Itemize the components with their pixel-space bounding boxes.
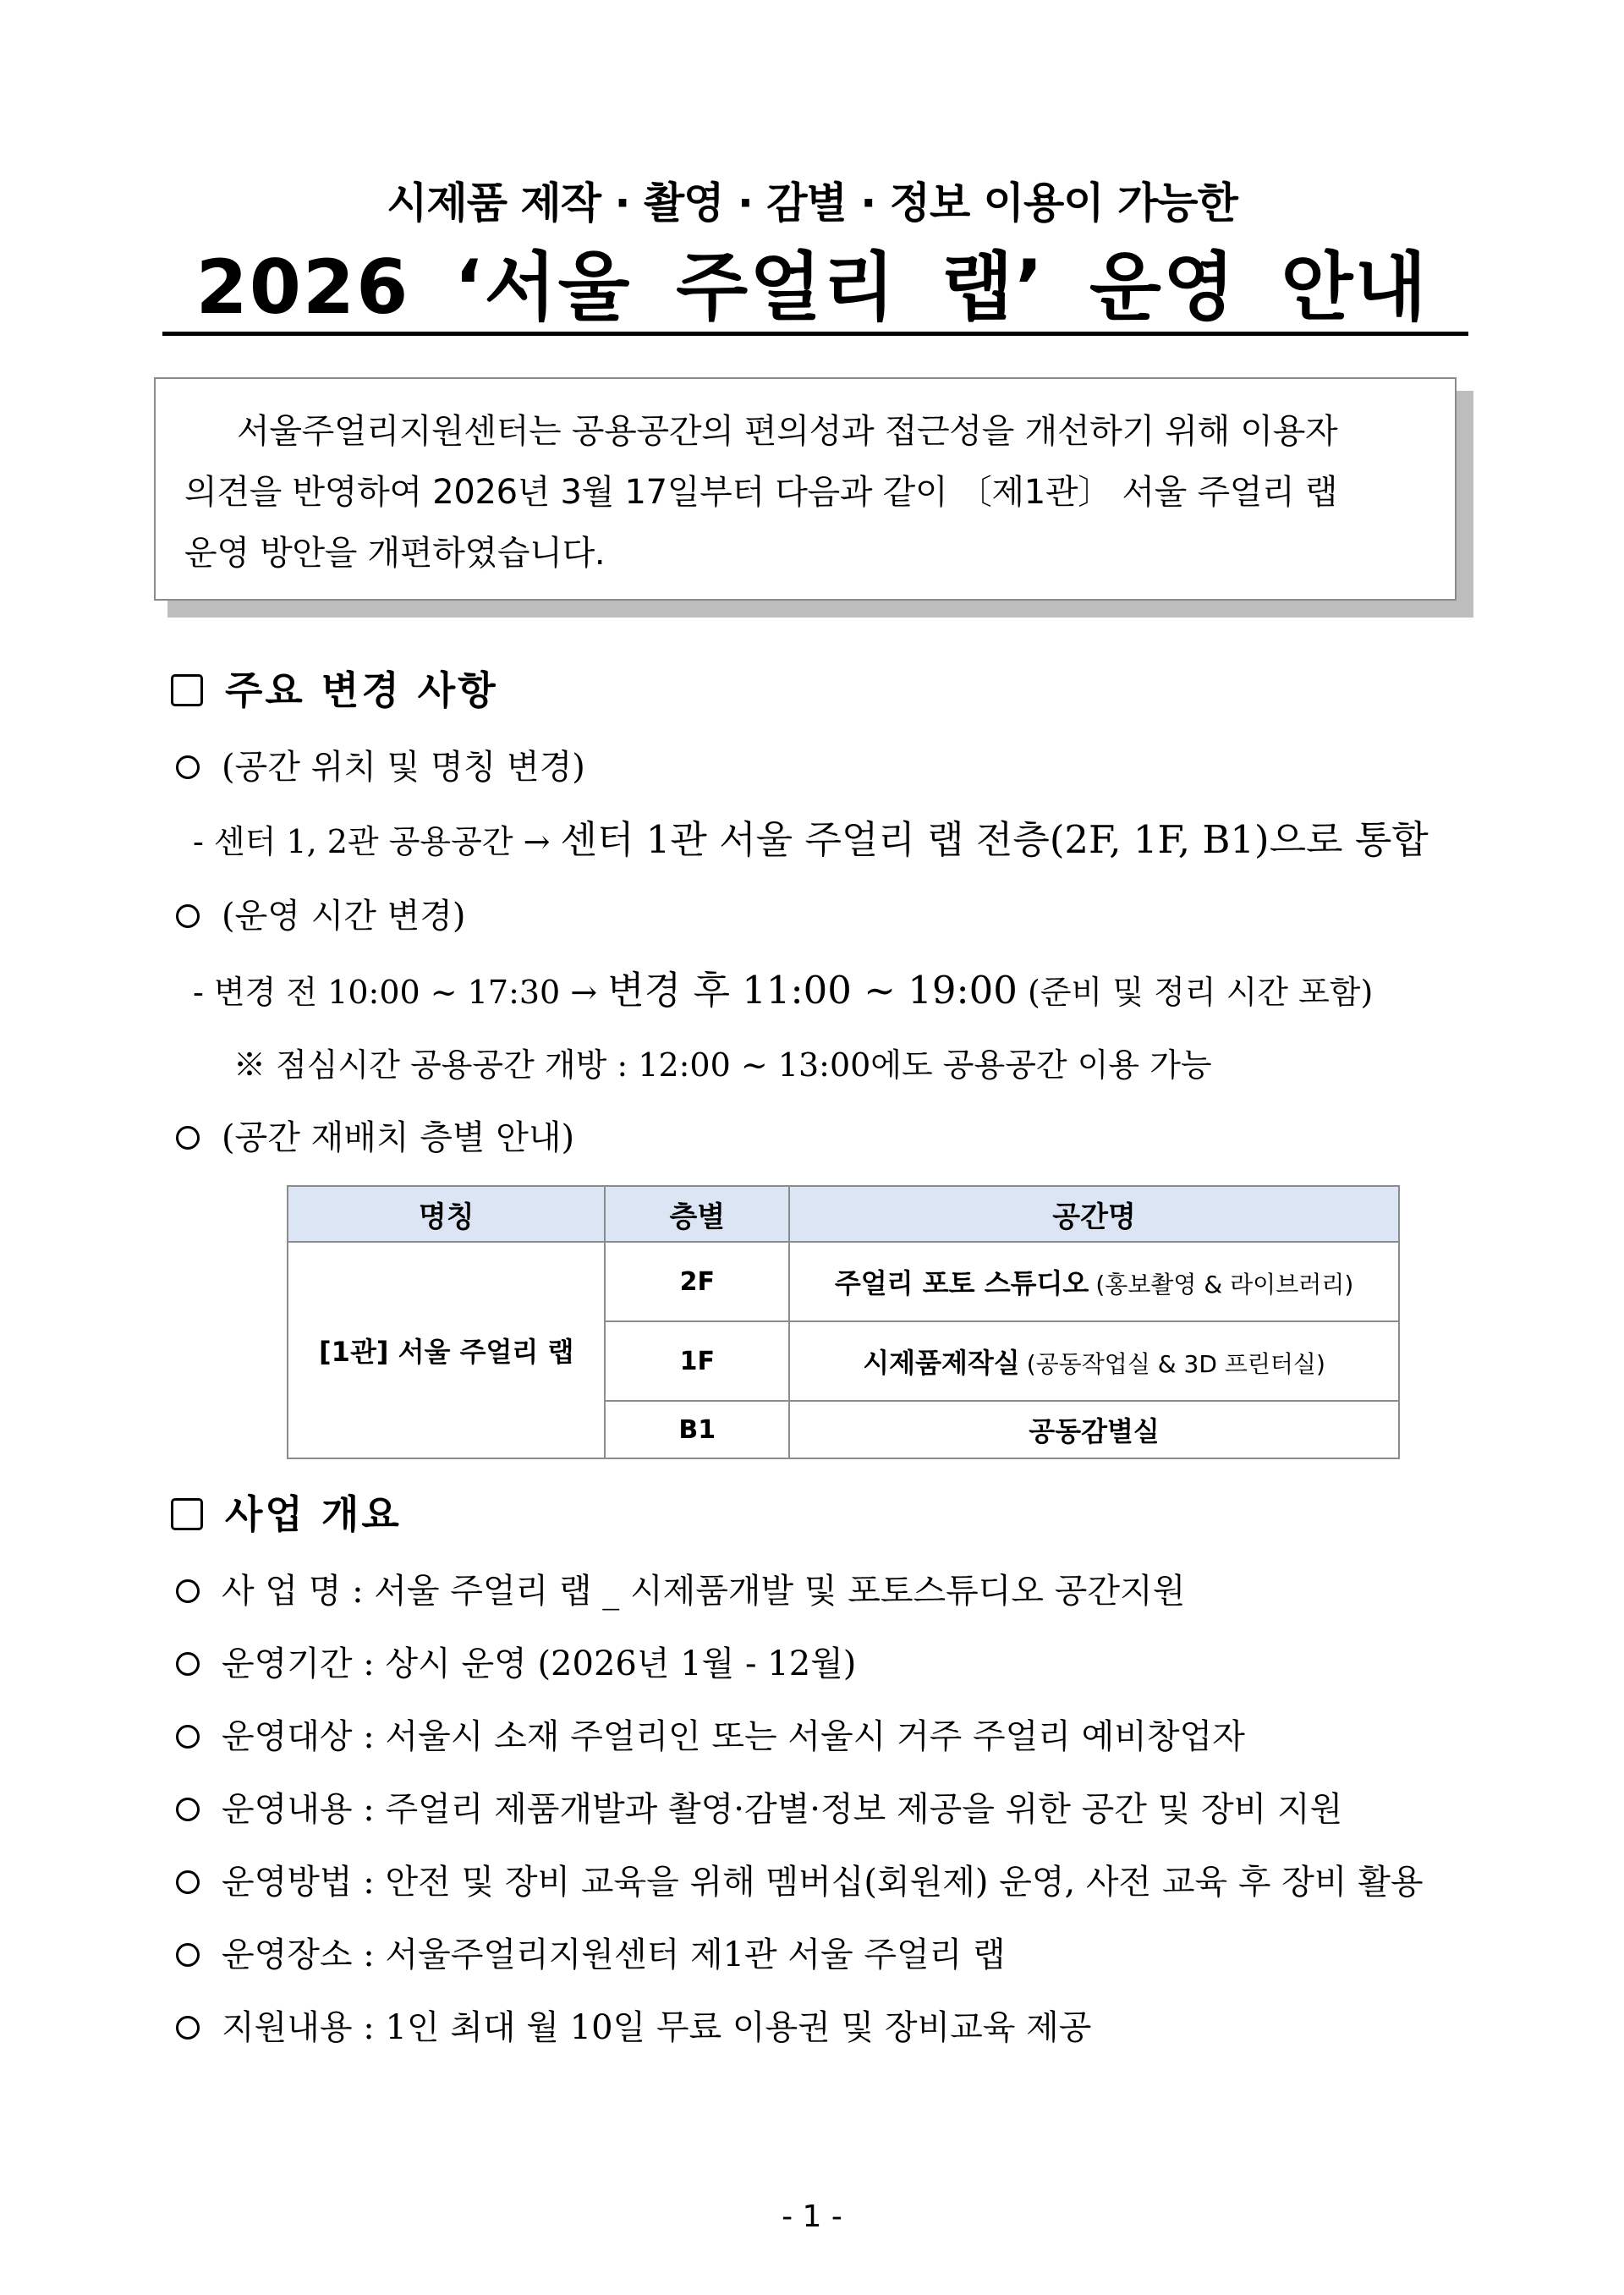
overview-text: 운영대상 : 서울시 소재 주얼리인 또는 서울시 거주 주얼리 예비창업자 bbox=[222, 1717, 1245, 1756]
lunch-note-text: ※ 점심시간 공용공간 개방 : 12:00 ~ 13:00에도 공용공간 이용 가능 bbox=[233, 1046, 1212, 1084]
overview-text: 운영기간 : 상시 운영 (2026년 1월 - 12월) bbox=[222, 1644, 857, 1683]
detail-prefix: - 센터 1, 2관 공용공간 → bbox=[193, 823, 561, 860]
overview-text: 운영내용 : 주얼리 제품개발과 촬영·감별·정보 제공을 위한 공간 및 장비 지원 bbox=[222, 1790, 1343, 1829]
table-cell-building: [1관] 서울 주얼리 랩 bbox=[288, 1242, 605, 1458]
intro-line-1: 서울주얼리지원센터는 공용공간의 편의성과 접근성을 개선하기 위해 이용자 bbox=[237, 412, 1338, 451]
table-cell-floor: B1 bbox=[605, 1401, 789, 1458]
overview-text: 지원내용 : 1인 최대 월 10일 무료 이용권 및 장비교육 제공 bbox=[222, 2008, 1092, 2047]
section-header-overview bbox=[171, 1491, 402, 1538]
checkbox-icon bbox=[171, 1498, 203, 1530]
bullet-label: (공간 위치 및 명칭 변경) bbox=[222, 748, 585, 787]
floor-table bbox=[287, 1185, 1400, 1459]
table-cell-space bbox=[789, 1321, 1399, 1401]
bullet-item-floors bbox=[176, 1115, 574, 1161]
overview-item-location bbox=[176, 1932, 1006, 1978]
circle-bullet-icon bbox=[176, 1579, 200, 1603]
table-row bbox=[288, 1242, 1399, 1321]
page-number: - 1 - bbox=[782, 2199, 842, 2234]
document-title: 2026 ‘서울 주얼리 랩’ 운영 안내 bbox=[195, 244, 1429, 331]
section-header-changes bbox=[171, 667, 498, 714]
table-header-row bbox=[288, 1186, 1399, 1242]
section-header-label: 주요 변경 사항 bbox=[225, 667, 498, 713]
detail-line-location bbox=[193, 817, 1429, 865]
table-header-floor: 층별 bbox=[605, 1186, 789, 1242]
overview-item-period bbox=[176, 1641, 856, 1687]
overview-text: 사 업 명 : 서울 주얼리 랩 _ 시제품개발 및 포토스튜디오 공간지원 bbox=[222, 1572, 1186, 1611]
circle-bullet-icon bbox=[176, 1725, 200, 1749]
bullet-label: (공간 재배치 층별 안내) bbox=[222, 1118, 575, 1157]
document-subtitle: 시제품 제작 · 촬영 · 감별 · 정보 이용이 가능한 bbox=[387, 178, 1237, 228]
detail-prefix: - 변경 전 10:00 ~ 17:30 → bbox=[193, 974, 608, 1011]
bullet-item-location bbox=[176, 744, 585, 790]
table-header-name: 명칭 bbox=[288, 1186, 605, 1242]
space-note: (홍보촬영 & 라이브러리) bbox=[1095, 1271, 1354, 1298]
space-name: 공동감별실 bbox=[1029, 1415, 1160, 1447]
table-cell-floor: 2F bbox=[605, 1242, 789, 1321]
space-name: 주얼리 포토 스튜디오 bbox=[834, 1267, 1089, 1299]
table-cell-floor: 1F bbox=[605, 1321, 789, 1401]
overview-item-support bbox=[176, 2005, 1091, 2051]
intro-box bbox=[154, 377, 1457, 601]
bullet-item-hours bbox=[176, 893, 465, 939]
overview-text: 운영방법 : 안전 및 장비 교육을 위해 멤버십(회원제) 운영, 사전 교육 후 장비 활용 bbox=[222, 1863, 1424, 1902]
checkbox-icon bbox=[171, 674, 203, 706]
overview-item-method bbox=[176, 1859, 1424, 1905]
overview-item-content bbox=[176, 1787, 1342, 1832]
title-underline bbox=[162, 332, 1468, 336]
circle-bullet-icon bbox=[176, 904, 200, 928]
circle-bullet-icon bbox=[176, 2016, 200, 2040]
circle-bullet-icon bbox=[176, 755, 200, 779]
detail-suffix: (준비 및 정리 시간 포함) bbox=[1017, 974, 1374, 1011]
detail-emphasis: 변경 후 11:00 ~ 19:00 bbox=[607, 968, 1018, 1013]
lunch-note bbox=[233, 1042, 1212, 1088]
space-note: (공동작업실 & 3D 프린터실) bbox=[1026, 1350, 1325, 1378]
overview-item-target bbox=[176, 1714, 1245, 1760]
intro-line-2: 의견을 반영하여 2026년 3월 17일부터 다음과 같이 〔제1관〕 서울 주얼리 랩 bbox=[184, 473, 1338, 512]
table-header-space: 공간명 bbox=[789, 1186, 1399, 1242]
circle-bullet-icon bbox=[176, 1798, 200, 1821]
circle-bullet-icon bbox=[176, 1126, 200, 1150]
bullet-label: (운영 시간 변경) bbox=[222, 897, 466, 936]
section-header-label: 사업 개요 bbox=[225, 1491, 402, 1537]
circle-bullet-icon bbox=[176, 1943, 200, 1967]
overview-text: 운영장소 : 서울주얼리지원센터 제1관 서울 주얼리 랩 bbox=[222, 1935, 1006, 1974]
circle-bullet-icon bbox=[176, 1870, 200, 1894]
circle-bullet-icon bbox=[176, 1652, 200, 1676]
overview-item-name bbox=[176, 1568, 1185, 1614]
detail-emphasis: 센터 1관 서울 주얼리 랩 전층(2F, 1F, B1)으로 통합 bbox=[560, 817, 1429, 862]
table-cell-space bbox=[789, 1242, 1399, 1321]
intro-line-3: 운영 방안을 개편하였습니다. bbox=[184, 534, 606, 573]
detail-line-hours bbox=[193, 968, 1373, 1015]
space-name: 시제품제작실 bbox=[863, 1347, 1020, 1379]
table-cell-space bbox=[789, 1401, 1399, 1458]
